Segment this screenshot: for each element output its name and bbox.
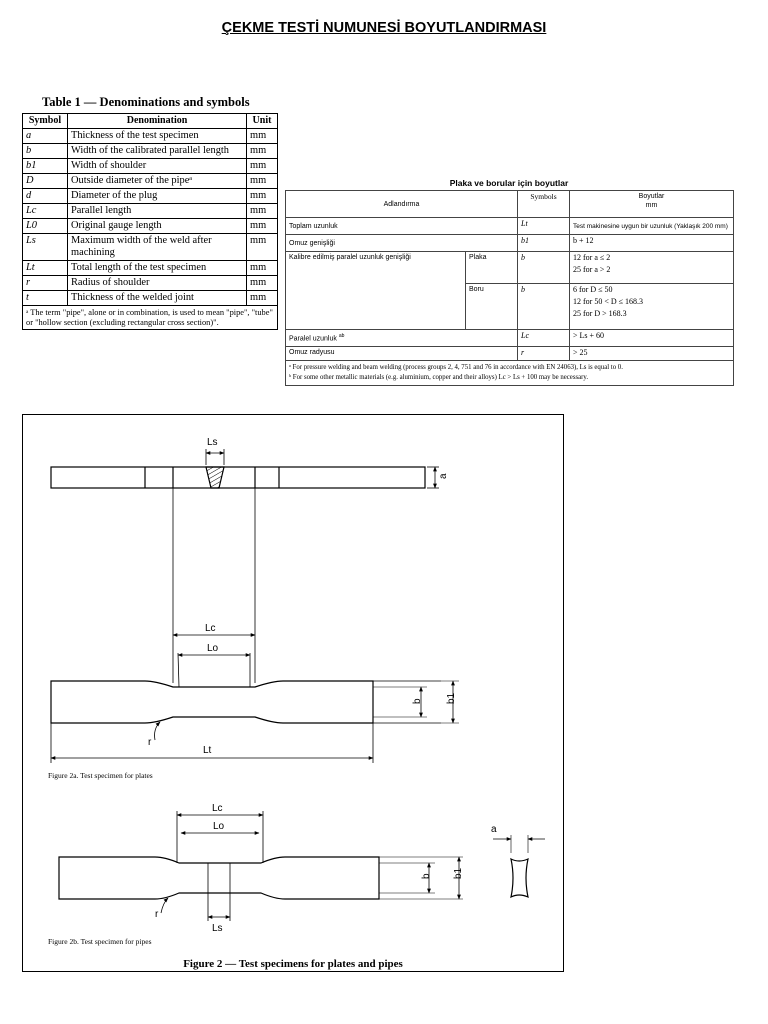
footnote-b: ᵇ For some other metallic materials (e.g. aluminium, copper and their alloys) Lc > Ls + 100 may be necessary. [289,374,589,381]
unit-cell: mm [247,189,278,204]
value-line: 12 for 50 < D ≤ 168.3 [573,297,644,306]
table-row [23,159,278,174]
dims-unit: mm [645,202,658,209]
table2-header-symbols: Symbols [518,191,570,218]
table2-header-dims [570,191,734,218]
table-row [286,347,734,361]
unit-cell: mm [247,261,278,276]
weld-plate-view [51,449,439,683]
table2-footnote-row [286,361,734,386]
value-line: 25 for a > 2 [573,265,611,274]
value-cell [570,252,734,284]
label-lc-2a: Lc [205,623,216,634]
table-row [23,234,278,261]
symbol-cell: r [23,276,68,291]
label-lt-2a: Lt [203,745,212,756]
name-cell: Omuz radyusu [286,347,518,361]
table-row [286,252,734,284]
value-cell: b + 12 [570,235,734,252]
table-row [286,235,734,252]
unit-cell: mm [247,129,278,144]
symbol-cell: b [518,284,570,330]
footnote-a: ᵃ For pressure welding and beam welding (process groups 2, 4, 751 and 76 in accordance with EN 24063), Ls is equal to 0. [289,364,623,371]
denomination-cell: Parallel length [68,204,247,219]
technical-drawing [23,415,563,971]
value-line: 25 for D > 168.3 [573,309,627,318]
unit-cell: mm [247,219,278,234]
symbol-cell: r [518,347,570,361]
denomination-cell: Maximum width of the weld after machining [68,234,247,261]
table-row [23,291,278,306]
table-row [23,129,278,144]
symbol-cell: Lt [23,261,68,276]
table-row [23,204,278,219]
table1-footnote: ᵃ The term "pipe", alone or in combination, is used to mean "pipe", "tube" or "hollow section (excluding rectangular cross section)". [23,306,278,330]
name-cell: Toplam uzunluk [286,218,518,235]
pipe-specimen [59,811,545,921]
name-cell [286,330,518,347]
subtype-cell: Plaka [466,252,518,284]
table1-caption: Table 1 — Denominations and symbols [42,95,250,109]
name-cell: Kalibre edilmiş paralel uzunluk genişliği [286,252,466,330]
symbol-cell: b [23,144,68,159]
name-cell: Omuz genişliği [286,235,518,252]
symbol-cell: a [23,129,68,144]
table-row [23,189,278,204]
denomination-cell: Thickness of the test specimen [68,129,247,144]
denomination-cell: Width of shoulder [68,159,247,174]
table1-header-row [23,114,278,129]
table-row [286,330,734,347]
label-b-2b: b [421,873,432,879]
subtype-cell: Boru [466,284,518,330]
table2-header-name: Adlandırma [286,191,518,218]
value-line: 6 for D ≤ 50 [573,285,613,294]
dims-label: Boyutlar [638,193,665,200]
denomination-cell: Outside diameter of the pipeᵃ [68,174,247,189]
table2 [285,190,734,386]
name-text: Paralel uzunluk [289,335,337,343]
table-row [23,261,278,276]
page-title: ÇEKME TESTİ NUMUNESİ BOYUTLANDIRMASI [221,20,547,36]
figure-2b-caption: Figure 2b. Test specimen for pipes [48,937,152,946]
denomination-cell: Radius of shoulder [68,276,247,291]
table1-header-symbol: Symbol [23,114,68,129]
symbol-cell: d [23,189,68,204]
denomination-cell: Width of the calibrated parallel length [68,144,247,159]
table-row [23,144,278,159]
table-row [23,174,278,189]
unit-cell: mm [247,204,278,219]
table2-header-row [286,191,734,218]
symbol-cell: D [23,174,68,189]
value-line: 12 for a ≤ 2 [573,253,611,262]
unit-cell: mm [247,144,278,159]
table-row [286,218,734,235]
table2-footnotes [286,361,734,386]
unit-cell: mm [247,276,278,291]
value-cell: > Ls + 60 [570,330,734,347]
label-a-top: a [438,473,449,479]
label-b1-2a: b1 [446,692,457,704]
label-lo-2b: Lo [213,821,225,832]
unit-cell: mm [247,159,278,174]
figure-box [22,414,564,972]
denomination-cell: Thickness of the welded joint [68,291,247,306]
table1-footnote-row [23,306,278,330]
symbol-cell: b1 [23,159,68,174]
denomination-cell: Total length of the test specimen [68,261,247,276]
figure-2a-caption: Figure 2a. Test specimen for plates [48,771,153,780]
value-cell: > 25 [570,347,734,361]
table-row [23,219,278,234]
label-a-pipe: a [491,824,497,835]
denomination-cell: Original gauge length [68,219,247,234]
value-cell [570,284,734,330]
table1-header-unit: Unit [247,114,278,129]
label-ls-2b: Ls [212,923,223,934]
unit-cell: mm [247,174,278,189]
label-lc-2b: Lc [212,803,223,814]
label-b-2a: b [412,698,423,704]
figure-2-caption: Figure 2 — Test specimens for plates and pipes [183,958,403,970]
table1-header-denomination: Denomination [68,114,247,129]
symbol-cell: Lc [23,204,68,219]
symbol-cell: Lc [518,330,570,347]
label-r-2a: r [148,737,152,748]
symbol-cell: Ls [23,234,68,261]
name-sup: ab [338,333,345,340]
table-row [23,276,278,291]
symbol-cell: b [518,252,570,284]
symbol-cell: t [23,291,68,306]
symbol-cell: Lt [518,218,570,235]
unit-cell: mm [247,291,278,306]
symbol-cell: L0 [23,219,68,234]
label-b1-2b: b1 [453,867,464,879]
table1 [22,113,278,330]
label-lo-2a: Lo [207,643,219,654]
label-r-2b: r [155,909,159,920]
unit-cell: mm [247,234,278,261]
denomination-cell: Diameter of the plug [68,189,247,204]
symbol-cell: b1 [518,235,570,252]
value-cell: Test makinesine uygun bir uzunluk (Yaklaşık 200 mm) [570,218,734,235]
label-ls-top: Ls [207,437,218,448]
table2-caption: Plaka ve borular için boyutlar [449,178,569,188]
